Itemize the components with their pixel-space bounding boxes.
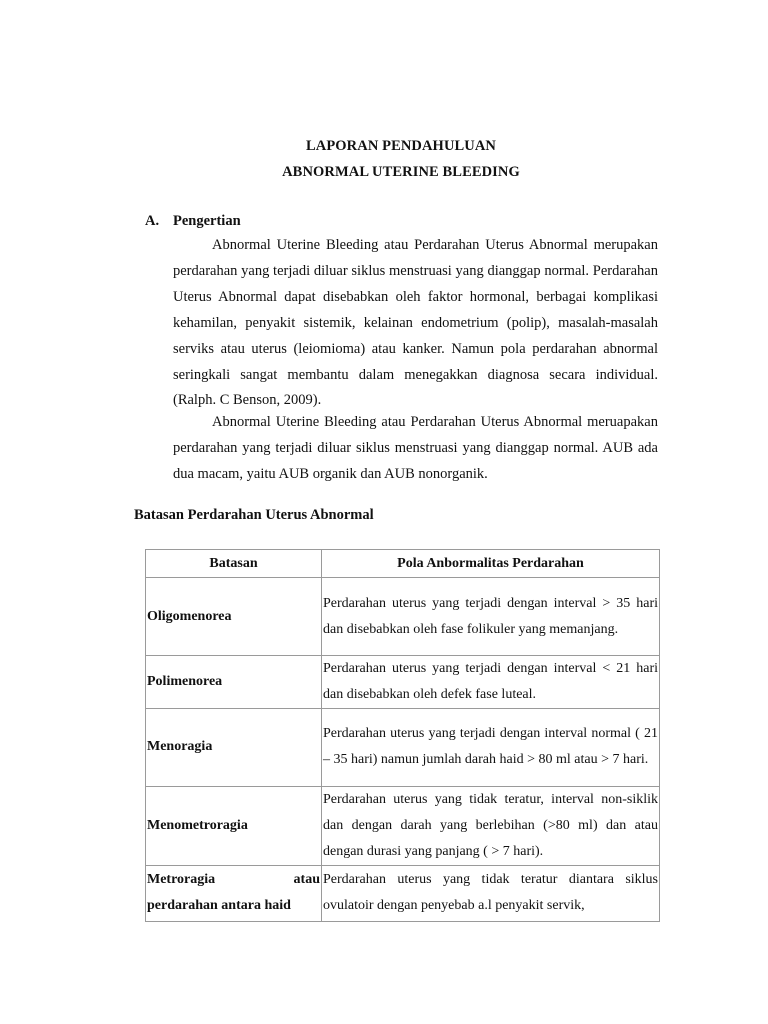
description-cell: Perdarahan uterus yang tidak teratur diantara siklus ovulatoir dengan penyebab a.l penyakit servik, (322, 865, 660, 921)
table-header-batasan: Batasan (146, 550, 322, 578)
table-row (146, 578, 660, 656)
term-cell: Oligomenorea (146, 578, 322, 656)
paragraph-aub-types: Abnormal Uterine Bleeding atau Perdarahan Uterus Abnormal meruapakan perdarahan yang terjadi diluar siklus menstruasi yang dianggap normal. AUB ada dua macam, yaitu AUB organik dan AUB nonorganik. (173, 414, 658, 482)
table-header-row (146, 550, 660, 578)
paragraph-definition: Abnormal Uterine Bleeding atau Perdarahan Uterus Abnormal merupakan perdarahan yang terjadi diluar siklus menstruasi yang dianggap normal. Perdarahan Uterus Abnormal dapat disebabkan oleh faktor hormonal, berbagai komplikasi kehamilan, penyakit sistemik, kelainan endometrium (polip), masalah-masalah serviks atau uterus (leiomioma) atau kanker. Namun pola perdarahan abnormal seringkali sangat membantu dalam menegakkan diagnosa secara individual. (Ralph. C Benson, 2009). (173, 237, 658, 409)
table-row (146, 786, 660, 865)
section-title: Pengertian (173, 213, 241, 229)
description-cell: Perdarahan uterus yang tidak teratur, interval non-siklik dan dengan darah yang berlebihan (>80 ml) dan atau dengan durasi yang panjang ( > 7 hari). (322, 786, 660, 865)
table-row (146, 865, 660, 921)
document-subtitle: ABNORMAL UTERINE BLEEDING (282, 164, 520, 180)
term-cell (146, 865, 322, 921)
description-cell: Perdarahan uterus yang terjadi dengan interval < 21 hari dan disebabkan oleh defek fase luteal. (322, 656, 660, 709)
term-cell: Menometroragia (146, 786, 322, 865)
table-row (146, 708, 660, 786)
description-cell: Perdarahan uterus yang terjadi dengan interval normal ( 21 – 35 hari) namun jumlah darah haid > 80 ml atau > 7 hari. (322, 708, 660, 786)
section-heading (145, 212, 241, 230)
section-letter: A. (145, 213, 160, 229)
table-title: Batasan Perdarahan Uterus Abnormal (134, 507, 374, 523)
term-line: perdarahan antara haid (147, 898, 291, 914)
table-header-pola: Pola Anbormalitas Perdarahan (322, 550, 660, 578)
table-row (146, 656, 660, 709)
term-cell: Polimenorea (146, 656, 322, 709)
document-title: LAPORAN PENDAHULUAN (306, 138, 496, 154)
term-cell: Menoragia (146, 708, 322, 786)
description-cell: Perdarahan uterus yang terjadi dengan interval > 35 hari dan disebabkan oleh fase folikuler yang memanjang. (322, 578, 660, 656)
definition-table (145, 549, 660, 922)
term-line: Metroragia atau (147, 872, 320, 888)
